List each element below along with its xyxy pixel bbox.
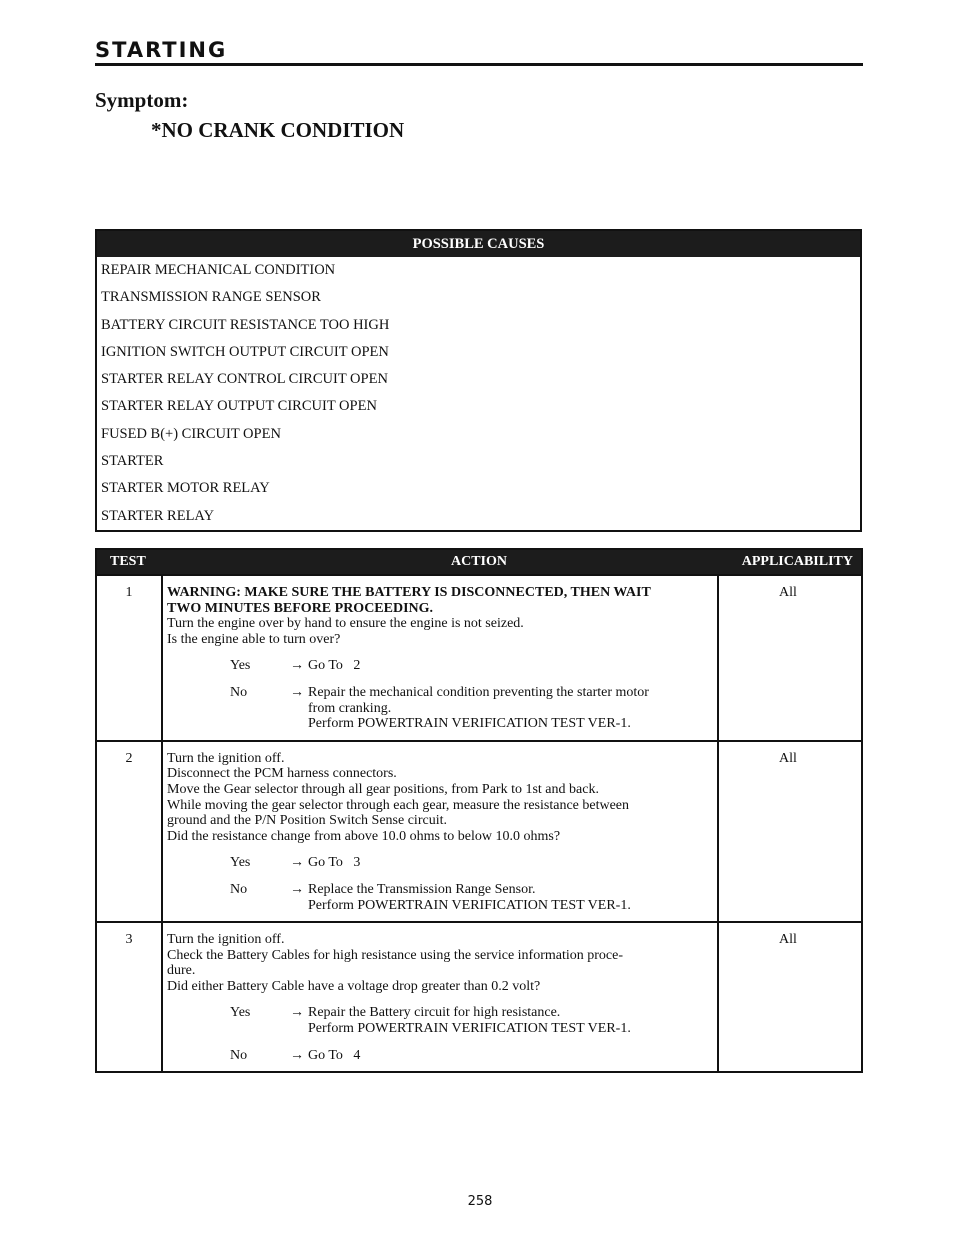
cause-item: STARTER RELAY CONTROL CIRCUIT OPEN bbox=[101, 371, 388, 388]
test-row bbox=[97, 574, 861, 740]
test-applicability: All bbox=[779, 585, 797, 600]
action-text: ground and the P/N Position Switch Sense circuit. bbox=[167, 813, 447, 829]
arrow-icon: → bbox=[290, 881, 304, 897]
test-applicability: All bbox=[779, 932, 797, 948]
answer-branch bbox=[167, 685, 713, 732]
answer-branch bbox=[167, 882, 713, 913]
cause-item: REPAIR MECHANICAL CONDITION bbox=[101, 262, 336, 278]
action-text: Is the engine able to turn over? bbox=[167, 631, 341, 647]
answer-result bbox=[308, 658, 713, 674]
test-action bbox=[163, 742, 719, 921]
arrow-icon: → bbox=[290, 658, 304, 674]
result-text: Perform POWERTRAIN VERIFICATION TEST VER-1. bbox=[308, 716, 631, 732]
cause-list bbox=[97, 257, 860, 530]
action-text: While moving the gear selector through each gear, measure the resistance between bbox=[167, 797, 630, 813]
result-text: Replace the Transmission Range Sensor. bbox=[308, 881, 536, 897]
answer-label: No bbox=[230, 881, 248, 897]
warning-text: TWO MINUTES BEFORE PROCEEDING. bbox=[167, 600, 434, 616]
warning-text: WARNING: MAKE SURE THE BATTERY IS DISCONNECTED, THEN WAIT bbox=[167, 585, 651, 600]
test-action bbox=[163, 576, 719, 740]
answer-result bbox=[308, 882, 713, 913]
result-text: Perform POWERTRAIN VERIFICATION TEST VER-1. bbox=[308, 897, 631, 913]
action-text: Turn the ignition off. bbox=[167, 932, 285, 948]
cause-item: STARTER RELAY bbox=[101, 507, 215, 524]
arrow-icon: → bbox=[290, 1005, 304, 1021]
symptom-value: *NO CRANK CONDITION bbox=[151, 118, 405, 142]
result-text: Perform POWERTRAIN VERIFICATION TEST VER-1. bbox=[308, 1021, 631, 1037]
result-text: Repair the mechanical condition preventing the starter motor bbox=[308, 684, 649, 700]
action-text: Did the resistance change from above 10.0 ohms to below 10.0 ohms? bbox=[167, 828, 561, 844]
answer-branch bbox=[167, 1048, 713, 1064]
test-rows bbox=[97, 574, 861, 1071]
cause-item: STARTER MOTOR RELAY bbox=[101, 480, 270, 497]
test-row bbox=[97, 921, 861, 1071]
header-test: TEST bbox=[110, 554, 146, 569]
arrow-icon: → bbox=[290, 855, 304, 871]
header-action: ACTION bbox=[450, 554, 507, 569]
answer-result bbox=[308, 855, 713, 871]
arrow-icon: → bbox=[290, 684, 304, 700]
result-text: Repair the Battery circuit for high resistance. bbox=[308, 1005, 561, 1021]
answer-branch bbox=[167, 855, 713, 871]
possible-causes-header: POSSIBLE CAUSES bbox=[97, 231, 860, 257]
result-text: Go To 2 bbox=[308, 658, 361, 674]
cause-item: FUSED B(+) CIRCUIT OPEN bbox=[101, 425, 281, 442]
page-number: 258 bbox=[467, 1194, 493, 1209]
header-applicability: APPLICABILITY bbox=[741, 554, 853, 569]
action-text: Turn the engine over by hand to ensure the engine is not seized. bbox=[167, 616, 524, 632]
result-text: Go To 4 bbox=[308, 1047, 361, 1063]
title-rule bbox=[95, 63, 863, 66]
cause-item: BATTERY CIRCUIT RESISTANCE TOO HIGH bbox=[101, 316, 390, 333]
cause-item: TRANSMISSION RANGE SENSOR bbox=[101, 289, 321, 306]
action-text: Turn the ignition off. bbox=[167, 750, 285, 766]
arrow-icon: → bbox=[290, 1047, 304, 1063]
action-text: Check the Battery Cables for high resistance using the service information proce- bbox=[167, 947, 624, 963]
answer-result bbox=[308, 685, 713, 732]
cause-item: STARTER RELAY OUTPUT CIRCUIT OPEN bbox=[101, 398, 377, 415]
action-text: Did either Battery Cable have a voltage drop greater than 0.2 volt? bbox=[167, 978, 541, 994]
action-text: dure. bbox=[167, 963, 196, 979]
possible-causes-table bbox=[95, 229, 862, 532]
answer-result bbox=[308, 1005, 713, 1036]
answer-label: Yes bbox=[230, 658, 251, 674]
answer-branch bbox=[167, 1005, 713, 1036]
cause-item: STARTER bbox=[101, 453, 164, 470]
result-text: Go To 3 bbox=[308, 855, 361, 871]
test-table bbox=[95, 548, 863, 1073]
test-action bbox=[163, 923, 719, 1071]
symptom-label: Symptom: bbox=[95, 88, 189, 112]
test-table-header bbox=[97, 550, 861, 574]
test-number: 2 bbox=[97, 742, 163, 921]
answer-label: No bbox=[230, 1047, 248, 1063]
answer-branch bbox=[167, 658, 713, 674]
answer-label: No bbox=[230, 684, 248, 700]
cause-item: IGNITION SWITCH OUTPUT CIRCUIT OPEN bbox=[101, 343, 389, 360]
result-text: from cranking. bbox=[308, 700, 392, 716]
test-applicability: All bbox=[779, 750, 797, 766]
action-text: Disconnect the PCM harness connectors. bbox=[167, 766, 397, 782]
action-text: Move the Gear selector through all gear positions, from Park to 1st and back. bbox=[167, 781, 599, 797]
test-row bbox=[97, 740, 861, 921]
answer-label: Yes bbox=[230, 855, 251, 871]
test-number: 1 bbox=[97, 576, 163, 740]
answer-label: Yes bbox=[230, 1005, 251, 1021]
answer-result bbox=[308, 1048, 713, 1064]
section-title: STARTING bbox=[95, 38, 228, 62]
test-number: 3 bbox=[97, 923, 163, 1071]
